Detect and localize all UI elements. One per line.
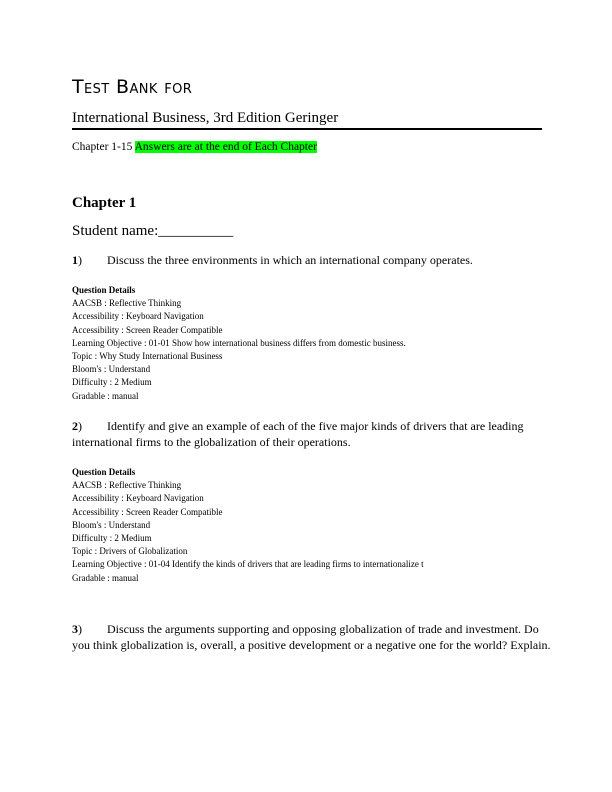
detail-line: Difficulty : 2 Medium bbox=[72, 533, 152, 544]
chapter-range: Chapter 1-15 bbox=[72, 141, 133, 153]
detail-line: AACSB : Reflective Thinking bbox=[72, 480, 182, 491]
question-text: Discuss the three environments in which an international company operates. bbox=[107, 253, 473, 267]
student-name-line: Student name:__________ bbox=[72, 223, 234, 239]
detail-line: Learning Objective : 01-04 Identify the kinds of drivers that are leading firms to internationalize t bbox=[72, 559, 424, 570]
question-2 bbox=[72, 418, 552, 450]
detail-line: Gradable : manual bbox=[72, 390, 139, 401]
question-text: Discuss the arguments supporting and opposing globalization of trade and investment. Do you think globalization is, overall, a positive development or a negative one for the world? Explain. bbox=[72, 622, 551, 652]
detail-line: Topic : Drivers of Globalization bbox=[72, 546, 188, 557]
detail-line: Accessibility : Keyboard Navigation bbox=[72, 493, 204, 504]
detail-line: Accessibility : Keyboard Navigation bbox=[72, 311, 204, 322]
details-heading: Question Details bbox=[72, 467, 136, 477]
document-subtitle: International Business, 3rd Edition Geringer bbox=[72, 110, 339, 126]
chapter-range-line bbox=[72, 141, 317, 153]
detail-line: Learning Objective : 01-01 Show how international business differs from domestic business. bbox=[72, 337, 406, 348]
answers-note-highlight: Answers are at the end of Each Chapter bbox=[134, 141, 317, 153]
chapter-heading: Chapter 1 bbox=[72, 195, 137, 211]
question-number: 1) bbox=[72, 253, 82, 267]
question-number: 3) bbox=[72, 622, 82, 636]
question-1 bbox=[72, 252, 552, 268]
detail-line: Topic : Why Study International Business bbox=[72, 351, 223, 362]
details-heading: Question Details bbox=[72, 285, 136, 295]
question-2-details bbox=[72, 466, 552, 585]
detail-line: Bloom's : Understand bbox=[72, 364, 151, 375]
question-number: 2) bbox=[72, 419, 82, 433]
detail-line: AACSB : Reflective Thinking bbox=[72, 298, 182, 309]
detail-line: Bloom's : Understand bbox=[72, 519, 151, 530]
question-1-details bbox=[72, 284, 552, 403]
title-divider bbox=[72, 128, 542, 130]
question-text: Identify and give an example of each of the five major kinds of drivers that are leading international firms to the globalization of their operations. bbox=[72, 419, 524, 449]
detail-line: Accessibility : Screen Reader Compatible bbox=[72, 324, 223, 335]
detail-line: Accessibility : Screen Reader Compatible bbox=[72, 506, 223, 517]
detail-line: Gradable : manual bbox=[72, 572, 139, 583]
document-title: Test Bank for bbox=[72, 76, 193, 98]
question-3 bbox=[72, 621, 552, 653]
detail-line: Difficulty : 2 Medium bbox=[72, 377, 152, 388]
